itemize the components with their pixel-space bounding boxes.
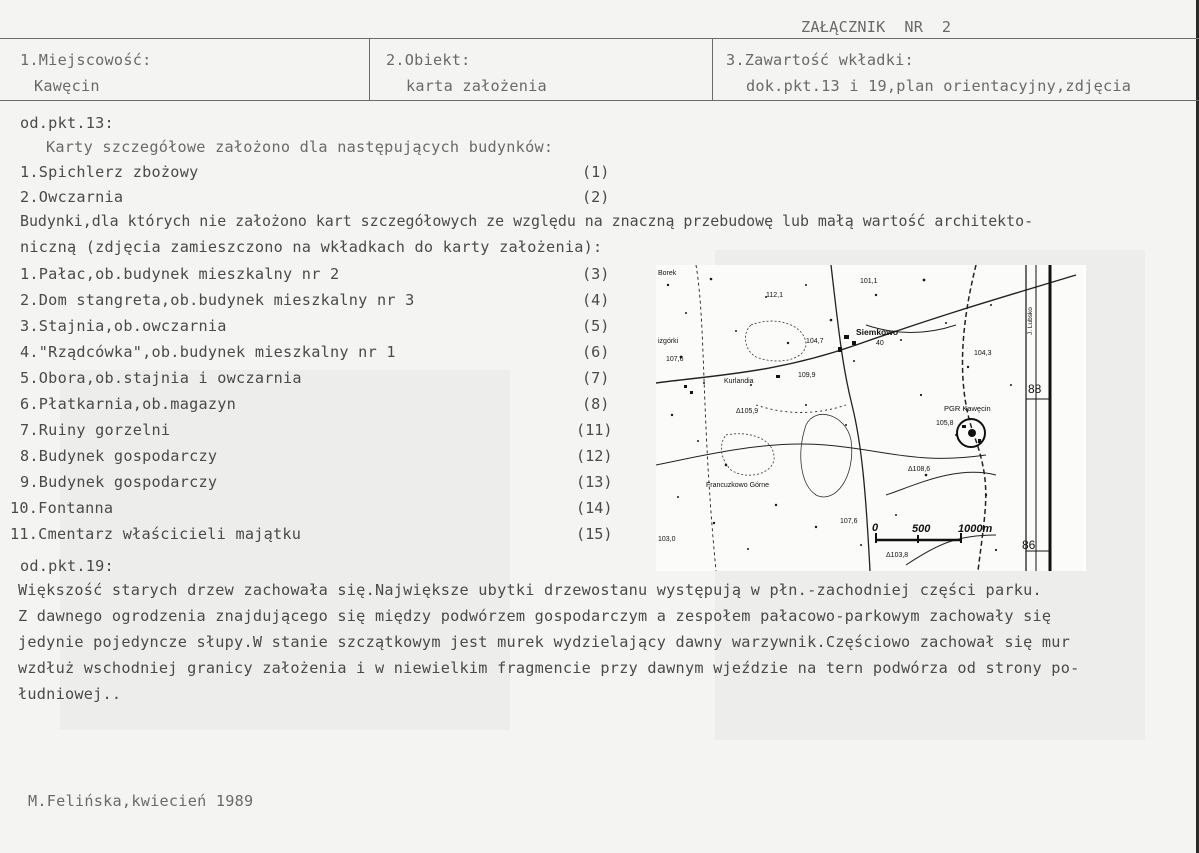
detailed-item-name: 2.Owczarnia: [20, 188, 124, 206]
locality-value: Kawęcin: [34, 77, 100, 95]
map-roads: [656, 265, 1076, 571]
section13-note-line: niczną (zdjęcia zamieszczono na wkładkach do karty założenia):: [20, 238, 603, 256]
spot-height: 104,3: [974, 350, 992, 357]
other-item-name: 9.Budynek gospodarczy: [20, 473, 218, 491]
spot-height: 105,8: [936, 420, 954, 427]
other-item-ref: (5): [582, 317, 610, 335]
other-item-ref: (7): [582, 369, 610, 387]
section19-line: wzdłuż wschodniej granicy założenia i w niewielkim fragmencie przy dawnym wjeździe na tern podwórza od strony po-: [18, 659, 1080, 677]
section19-line: Z dawnego ogrodzenia znajdującego się między podwórzem gospodarczym a zespołem pałacowo-parkowym zachowały się: [18, 607, 1052, 625]
other-item-ref: (8): [582, 395, 610, 413]
detailed-item-ref: (1): [582, 163, 610, 181]
map-label: Borek: [658, 270, 677, 277]
spot-height: 104,7: [806, 338, 824, 345]
author-signature: M.Felińska,kwiecień 1989: [28, 792, 254, 810]
spot-height: 107,6: [840, 518, 858, 525]
contents-label: 3.Zawartość wkładki:: [726, 51, 914, 69]
other-item-name: 2.Dom stangreta,ob.budynek mieszkalny nr 3: [20, 291, 415, 309]
scale-label: 0: [872, 522, 879, 534]
section19-line: jedynie pojedyncze słupy.W stanie szczątkowym jest murek wydzielający dawny warzywnik.Częściowo zachował się mur: [18, 633, 1071, 651]
other-item-ref: (15): [576, 525, 613, 543]
other-item-name: 10.Fontanna: [10, 499, 114, 517]
other-item-name: 6.Płatkarnia,ob.magazyn: [20, 395, 237, 413]
header-rule-top: [0, 38, 1199, 39]
spot-height: 107,6: [666, 356, 684, 363]
other-item-ref: (3): [582, 265, 610, 283]
section13-intro: Karty szczegółowe założono dla następujących budynków:: [46, 138, 554, 156]
scale-label: 500: [912, 523, 931, 535]
contents-value: dok.pkt.13 i 19,plan orientacyjny,zdjęcia: [746, 77, 1132, 95]
field-divider: [712, 38, 713, 100]
section19-line: łudniowej..: [18, 685, 122, 703]
section19-heading: od.pkt.19:: [20, 557, 114, 575]
other-item-name: 11.Cmentarz właścicieli majątku: [10, 525, 302, 543]
field-divider: [369, 38, 370, 100]
target-center: [968, 429, 976, 437]
other-item-ref: (11): [576, 421, 613, 439]
other-item-ref: (12): [576, 447, 613, 465]
other-item-ref: (4): [582, 291, 610, 309]
other-item-ref: (14): [576, 499, 613, 517]
spot-height: 112,1: [766, 292, 783, 299]
other-item-ref: (6): [582, 343, 610, 361]
locality-label: 1.Miejscowość:: [20, 51, 152, 69]
scale-label: 1000m: [958, 523, 993, 535]
map-margin-label: J. Lubsko: [1027, 307, 1034, 335]
spot-height: Δ108,6: [908, 466, 931, 473]
spot-height: 40: [876, 340, 884, 347]
map-label: Siemkowo: [856, 327, 899, 337]
map-label: izgórki: [658, 338, 679, 345]
map-texture: [667, 278, 1012, 551]
detailed-item-ref: (2): [582, 188, 610, 206]
map-grid-label: 86: [1022, 538, 1036, 552]
header-rule-bottom: [0, 100, 1199, 101]
orientation-map: [656, 265, 1084, 571]
section13-heading: od.pkt.13:: [20, 114, 114, 132]
other-item-name: 5.Obora,ob.stajnia i owczarnia: [20, 369, 302, 387]
other-item-name: 7.Ruiny gorzelni: [20, 421, 171, 439]
attachment-label: ZAŁĄCZNIK NR 2: [801, 18, 952, 36]
other-item-ref: (13): [576, 473, 613, 491]
spot-height: Δ105,9: [736, 408, 759, 415]
spot-height: Δ103,8: [886, 552, 909, 559]
object-value: karta założenia: [406, 77, 547, 95]
other-item-name: 8.Budynek gospodarczy: [20, 447, 218, 465]
other-item-name: 4."Rządcówka",ob.budynek mieszkalny nr 1: [20, 343, 396, 361]
detailed-item-name: 1.Spichlerz zbożowy: [20, 163, 199, 181]
map-frame: [1083, 265, 1086, 571]
spot-height: 103,0: [658, 536, 676, 543]
spot-height: 109,9: [798, 372, 816, 379]
object-label: 2.Obiekt:: [386, 51, 471, 69]
section19-line: Większość starych drzew zachowała się.Największe ubytki drzewostanu występują w płn.-zachodniej części parku.: [18, 581, 1042, 599]
spot-height: 101,1: [860, 278, 878, 285]
map-label: Francuzkowo Górne: [706, 482, 770, 489]
other-item-name: 1.Pałac,ob.budynek mieszkalny nr 2: [20, 265, 340, 283]
section13-note-line: Budynki,dla których nie założono kart szczegółowych ze względu na znaczną przebudowę lub małą wartość architekto-: [20, 212, 1034, 230]
other-item-name: 3.Stajnia,ob.owczarnia: [20, 317, 227, 335]
map-grid-label: 88: [1028, 382, 1042, 396]
map-label: Kurlandia: [724, 378, 754, 385]
map-label: PGR Kawęcin: [944, 404, 991, 413]
